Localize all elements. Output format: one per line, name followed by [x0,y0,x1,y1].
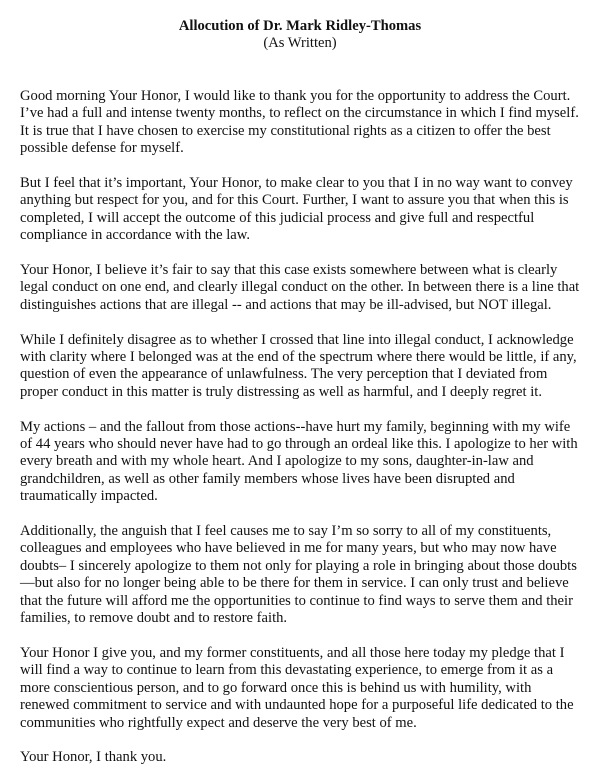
paragraph-6: Additionally, the anguish that I feel causes me to say I’m so sorry to all of my constituents, colleagues and employees who have believed in me for many years, but who may now have doubts– I sincerely apologize to them not only for playing a role in bringing about those doubts—but also for no longer being able to be there for them in service. I can only trust and believe that the future will afford me the opportunities to continue to find ways to serve them and their families, to remove doubt and to restore faith. [20,523,577,627]
document-subtitle: (As Written) [263,35,337,51]
paragraph-1: Good morning Your Honor, I would like to thank you for the opportunity to address the Court. I’ve had a full and intense twenty months, to reflect on the circumstance in which I find myself. It is true that I have chosen to exercise my constitutional rights as a citizen to offer the best possible defense for myself. [20,88,579,157]
paragraph-2: But I feel that it’s important, Your Honor, to make clear to you that I in no way want to convey anything but respect for you, and for this Court. Further, I want to assure you that when this is completed, I will accept the outcome of this judicial process and give full and respectful compliance in accordance with the law. [20,175,573,244]
paragraph-5: My actions – and the fallout from those actions--have hurt my family, beginning with my wife of 44 years who should never have had to go through an ordeal like this. I apologize to her with every breath and with my whole heart. And I apologize to my sons, daughter-in-law and grandchildren, as well as other family members whose lives have been disrupted and traumatically impacted. [20,418,578,505]
paragraph-7: Your Honor I give you, and my former constituents, and all those here today my pledge that I will find a way to continue to learn from this devastating experience, to emerge from it as a more conscientious person, and to go forward once this is behind us with humility, with renewed commitment to service and with undaunted hope for a purposeful life dedicated to the communities who rightfully expect and deserve the very best of me. [20,644,574,731]
document-title: Allocution of Dr. Mark Ridley-Thomas [178,18,422,34]
closing-line: Your Honor, I thank you. [20,749,167,766]
paragraph-3: Your Honor, I believe it’s fair to say that this case exists somewhere between what is clearly legal conduct on one end, and clearly illegal conduct on the other. In between there is a line that distinguishes actions that are illegal -- and actions that may be ill-advised, but NOT illegal. [20,262,580,313]
paragraph-4: While I definitely disagree as to whether I crossed that line into illegal conduct, I acknowledge with clarity where I belonged was at the end of the spectrum where there would be little, if any, question of even the appearance of unlawfulness. The very perception that I deviated from proper conduct in this matter is truly distressing as well as harmful, and I deeply regret it. [20,331,577,400]
